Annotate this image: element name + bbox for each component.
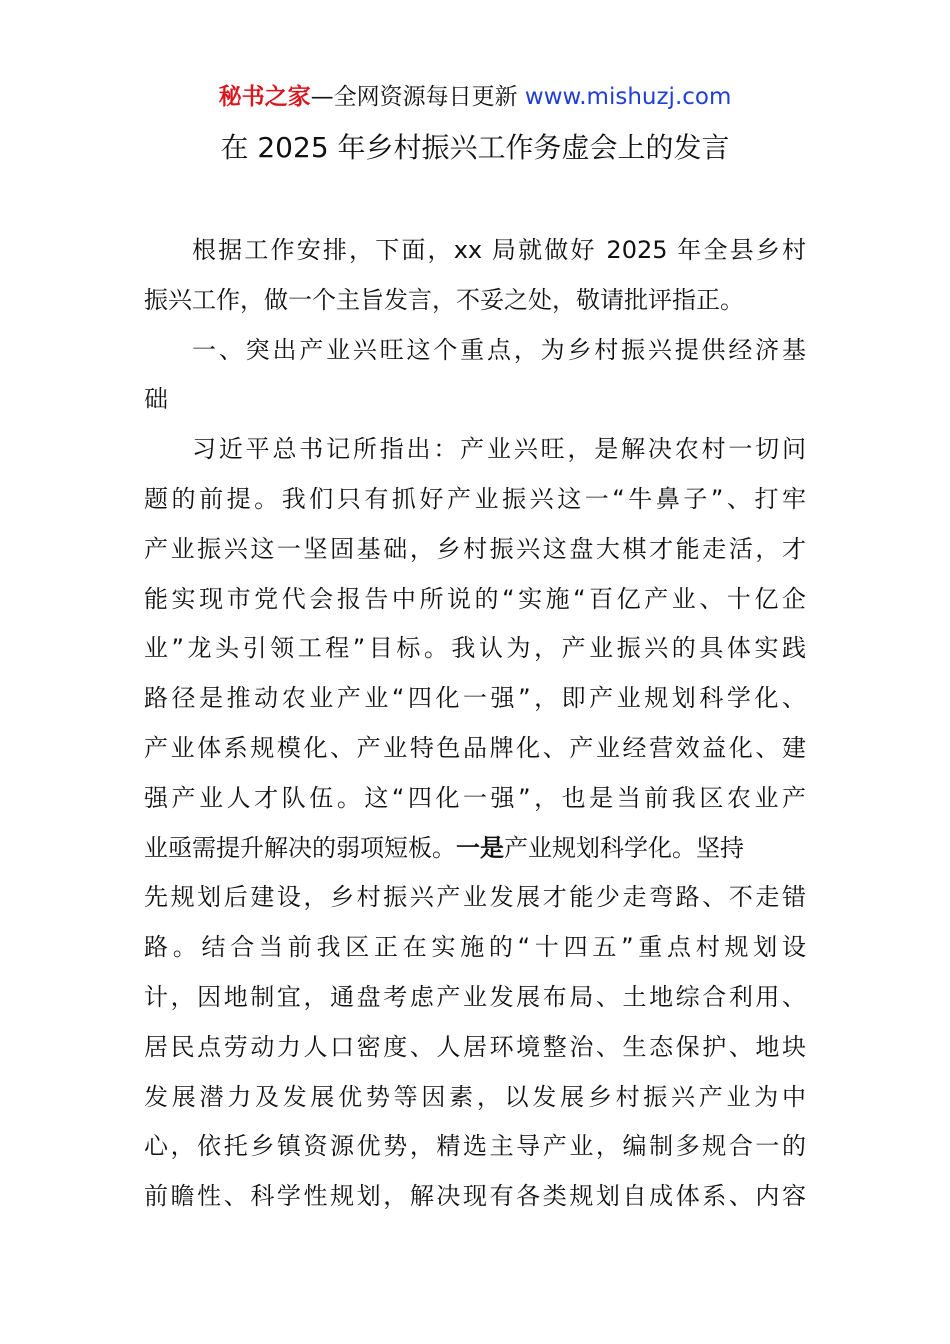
paragraph-line: 根据工作安排，下面，xx 局就做好 2025 年全县乡村 — [192, 236, 806, 264]
paragraph-line: 能实现市党代会报告中所说的“实施“百亿产业、十亿企 — [144, 584, 806, 613]
paragraph-line: 路。结合当前我区正在实施的“十四五”重点村规划设 — [144, 933, 806, 962]
paragraph-line: 心，依托乡镇资源优势，精选主导产业，编制多规合一的 — [144, 1132, 806, 1161]
paragraph-line: 计，因地制宜，通盘考虑产业发展布局、土地综合利用、 — [144, 982, 806, 1011]
line-text: 业亟需提升解决的弱项短板。 — [144, 833, 456, 862]
paragraph-line: 业”龙头引领工程”目标。我认为，产业振兴的具体实践 — [144, 634, 806, 663]
paragraph-line: 习近平总书记所指出：产业兴旺，是解决农村一切问 — [192, 435, 806, 464]
header-tagline: —全网资源每日更新 — [310, 84, 525, 110]
paragraph-line: 路径是推动农业产业“四化一强”，即产业规划科学化、 — [144, 684, 806, 713]
brand-name: 秘书之家 — [218, 84, 311, 110]
paragraph-line: 先规划后建设，乡村振兴产业发展才能少走弯路、不走错 — [144, 883, 806, 912]
paragraph-line — [144, 824, 806, 874]
bold-marker: 一是 — [456, 833, 504, 862]
site-url[interactable]: www.mishuzj.com — [524, 84, 732, 110]
paragraph-line: 强产业人才队伍。这“四化一强”，也是当前我区农业产 — [144, 783, 806, 812]
paragraph-line: 产业体系规模化、产业特色品牌化、产业经营效益化、建 — [144, 733, 806, 762]
paragraph-line: 产业振兴这一坚固基础，乡村振兴这盘大棋才能走活，才 — [144, 534, 806, 563]
section-heading-line: 一、突出产业兴旺这个重点，为乡村振兴提供经济基 — [192, 335, 806, 364]
document-title: 在 2025 年乡村振兴工作务虚会上的发言 — [220, 131, 730, 164]
paragraph-line: 振兴工作，做一个主旨发言，不妥之处，敬请批评指正。 — [144, 285, 744, 314]
paragraph-line: 题的前提。我们只有抓好产业振兴这一“牛鼻子”、打牢 — [144, 484, 806, 513]
section-heading-line: 础 — [144, 385, 168, 414]
paragraph-line: 前瞻性、科学性规划，解决现有各类规划自成体系、内容 — [144, 1182, 806, 1211]
site-header — [0, 82, 950, 112]
line-text: 产业规划科学化。坚持 — [504, 833, 744, 862]
paragraph-line: 发展潜力及发展优势等因素，以发展乡村振兴产业为中 — [144, 1082, 806, 1111]
paragraph-line: 居民点劳动力人口密度、人居环境整治、生态保护、地块 — [144, 1032, 806, 1061]
document-body — [144, 226, 806, 1222]
